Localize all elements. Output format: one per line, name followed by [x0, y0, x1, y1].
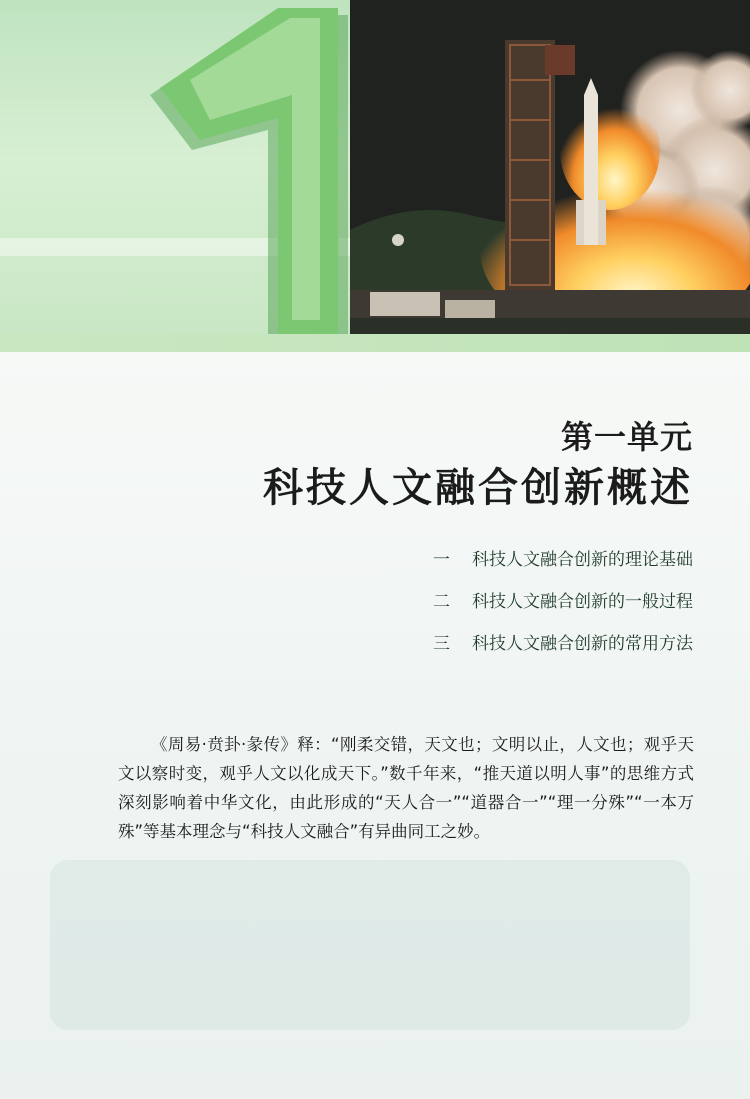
rocket-launch-illustration	[350, 0, 750, 334]
section-number: 一	[433, 550, 450, 570]
section-title: 科技人文融合创新的一般过程	[472, 592, 693, 612]
chapter-banner	[0, 0, 750, 352]
section-list	[433, 545, 693, 671]
faint-background-block	[50, 860, 690, 1030]
section-item	[433, 545, 693, 587]
chapter-numeral-1	[150, 0, 380, 340]
banner-bottom-band	[0, 334, 750, 352]
unit-title: 科技人文融合创新概述	[263, 464, 693, 511]
intro-paragraph: 《周易·贲卦·彖传》释：“刚柔交错，天文也；文明以止，人文也；观乎天文以察时变，观乎人文以化成天下。”数千年来，“推天道以明人事”的思维方式深刻影响着中华文化，由此形成的“天人合一”“道器合一”“理一分殊”“一本万殊”等基本理念与“科技人文融合”有异曲同工之妙。	[118, 735, 694, 841]
section-title: 科技人文融合创新的理论基础	[472, 550, 693, 570]
section-item	[433, 587, 693, 629]
section-title: 科技人文融合创新的常用方法	[472, 634, 693, 654]
section-number: 三	[433, 634, 450, 654]
section-number: 二	[433, 592, 450, 612]
unit-label: 第一单元	[560, 418, 693, 456]
rocket-launch-photo	[350, 0, 750, 334]
section-item	[433, 629, 693, 671]
